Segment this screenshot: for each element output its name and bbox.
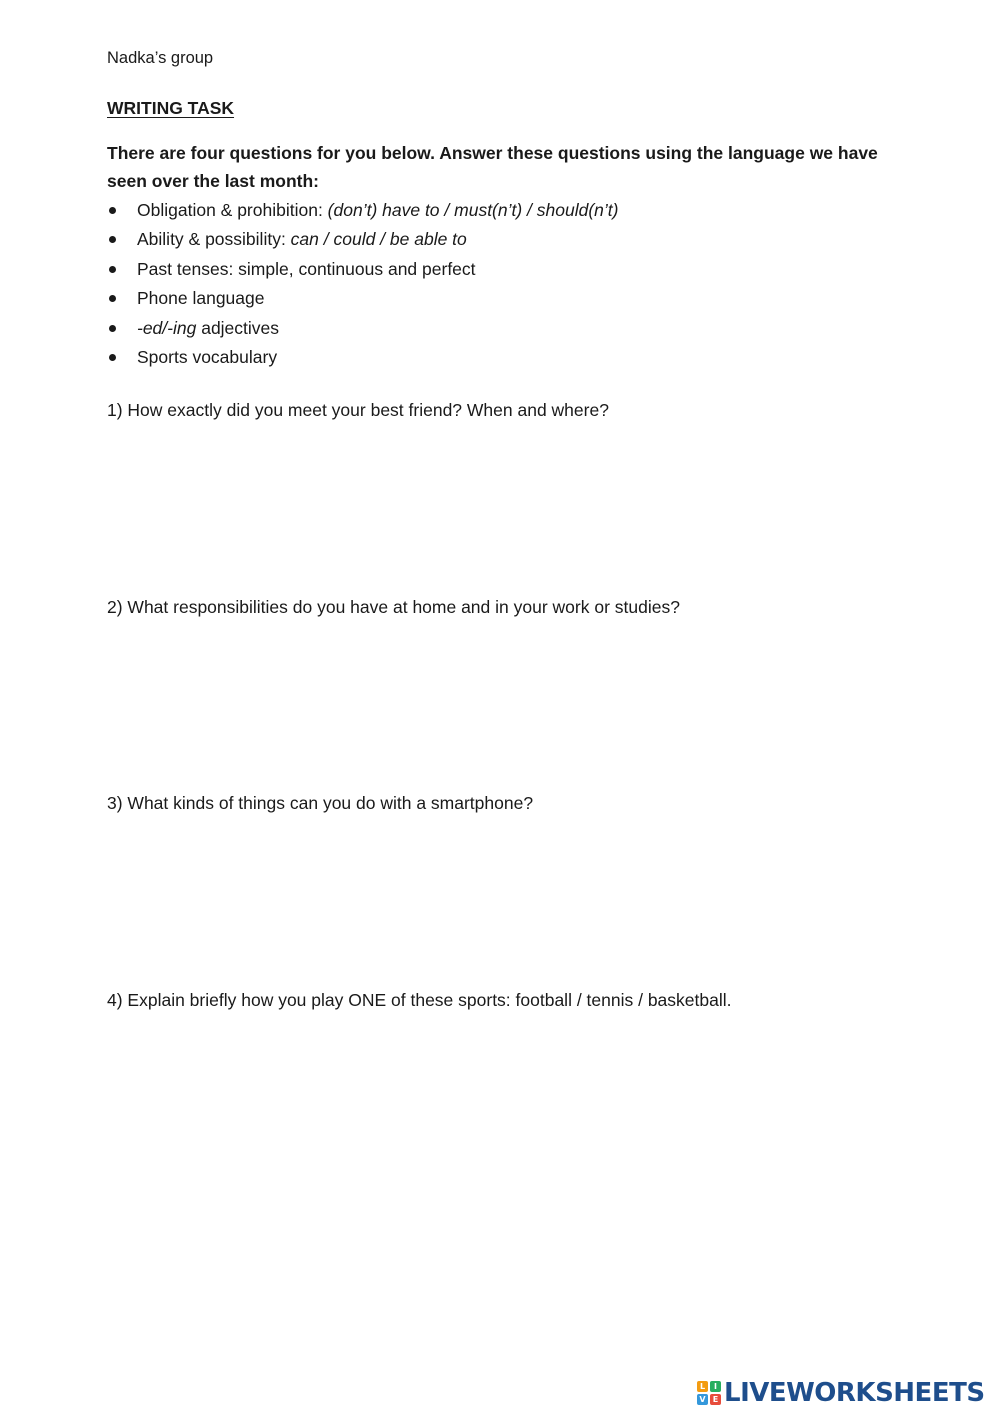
bullet-icon: [109, 236, 116, 243]
question-4: 4) Explain briefly how you play ONE of these sports: football / tennis / basketball.: [107, 990, 732, 1010]
question-3: 3) What kinds of things can you do with a smartphone?: [107, 793, 534, 813]
logo-letter: E: [710, 1394, 721, 1405]
logo-letter: V: [697, 1394, 708, 1405]
language-topics-list: [107, 197, 618, 373]
question-2: 2) What responsibilities do you have at home and in your work or studies?: [107, 597, 680, 617]
list-item: Sports vocabulary: [107, 344, 618, 373]
list-item: Obligation & prohibition: (don’t) have to / must(n’t) / should(n’t): [107, 197, 618, 226]
logo-wordmark: LIVEWORKSHEETS: [724, 1378, 985, 1408]
bullet-icon: [109, 354, 116, 361]
logo-letter: L: [697, 1381, 708, 1392]
bullet-icon: [109, 295, 116, 302]
task-heading: WRITING TASK: [107, 98, 235, 118]
liveworksheets-logo-icon: [697, 1381, 721, 1405]
logo-letter: I: [710, 1381, 721, 1392]
list-item: Ability & possibility: can / could / be able to: [107, 226, 618, 255]
list-item: Past tenses: simple, continuous and perfect: [107, 256, 618, 285]
bullet-icon: [109, 325, 116, 332]
liveworksheets-logo[interactable]: [697, 1378, 985, 1408]
task-instructions: There are four questions for you below. Answer these questions using the language we have seen over the last month:: [107, 143, 878, 191]
bullet-icon: [109, 207, 116, 214]
group-name: Nadka’s group: [107, 49, 214, 67]
question-1: 1) How exactly did you meet your best friend? When and where?: [107, 400, 609, 420]
list-item: Phone language: [107, 285, 618, 314]
list-item: -ed/-ing adjectives: [107, 315, 618, 344]
bullet-icon: [109, 266, 116, 273]
